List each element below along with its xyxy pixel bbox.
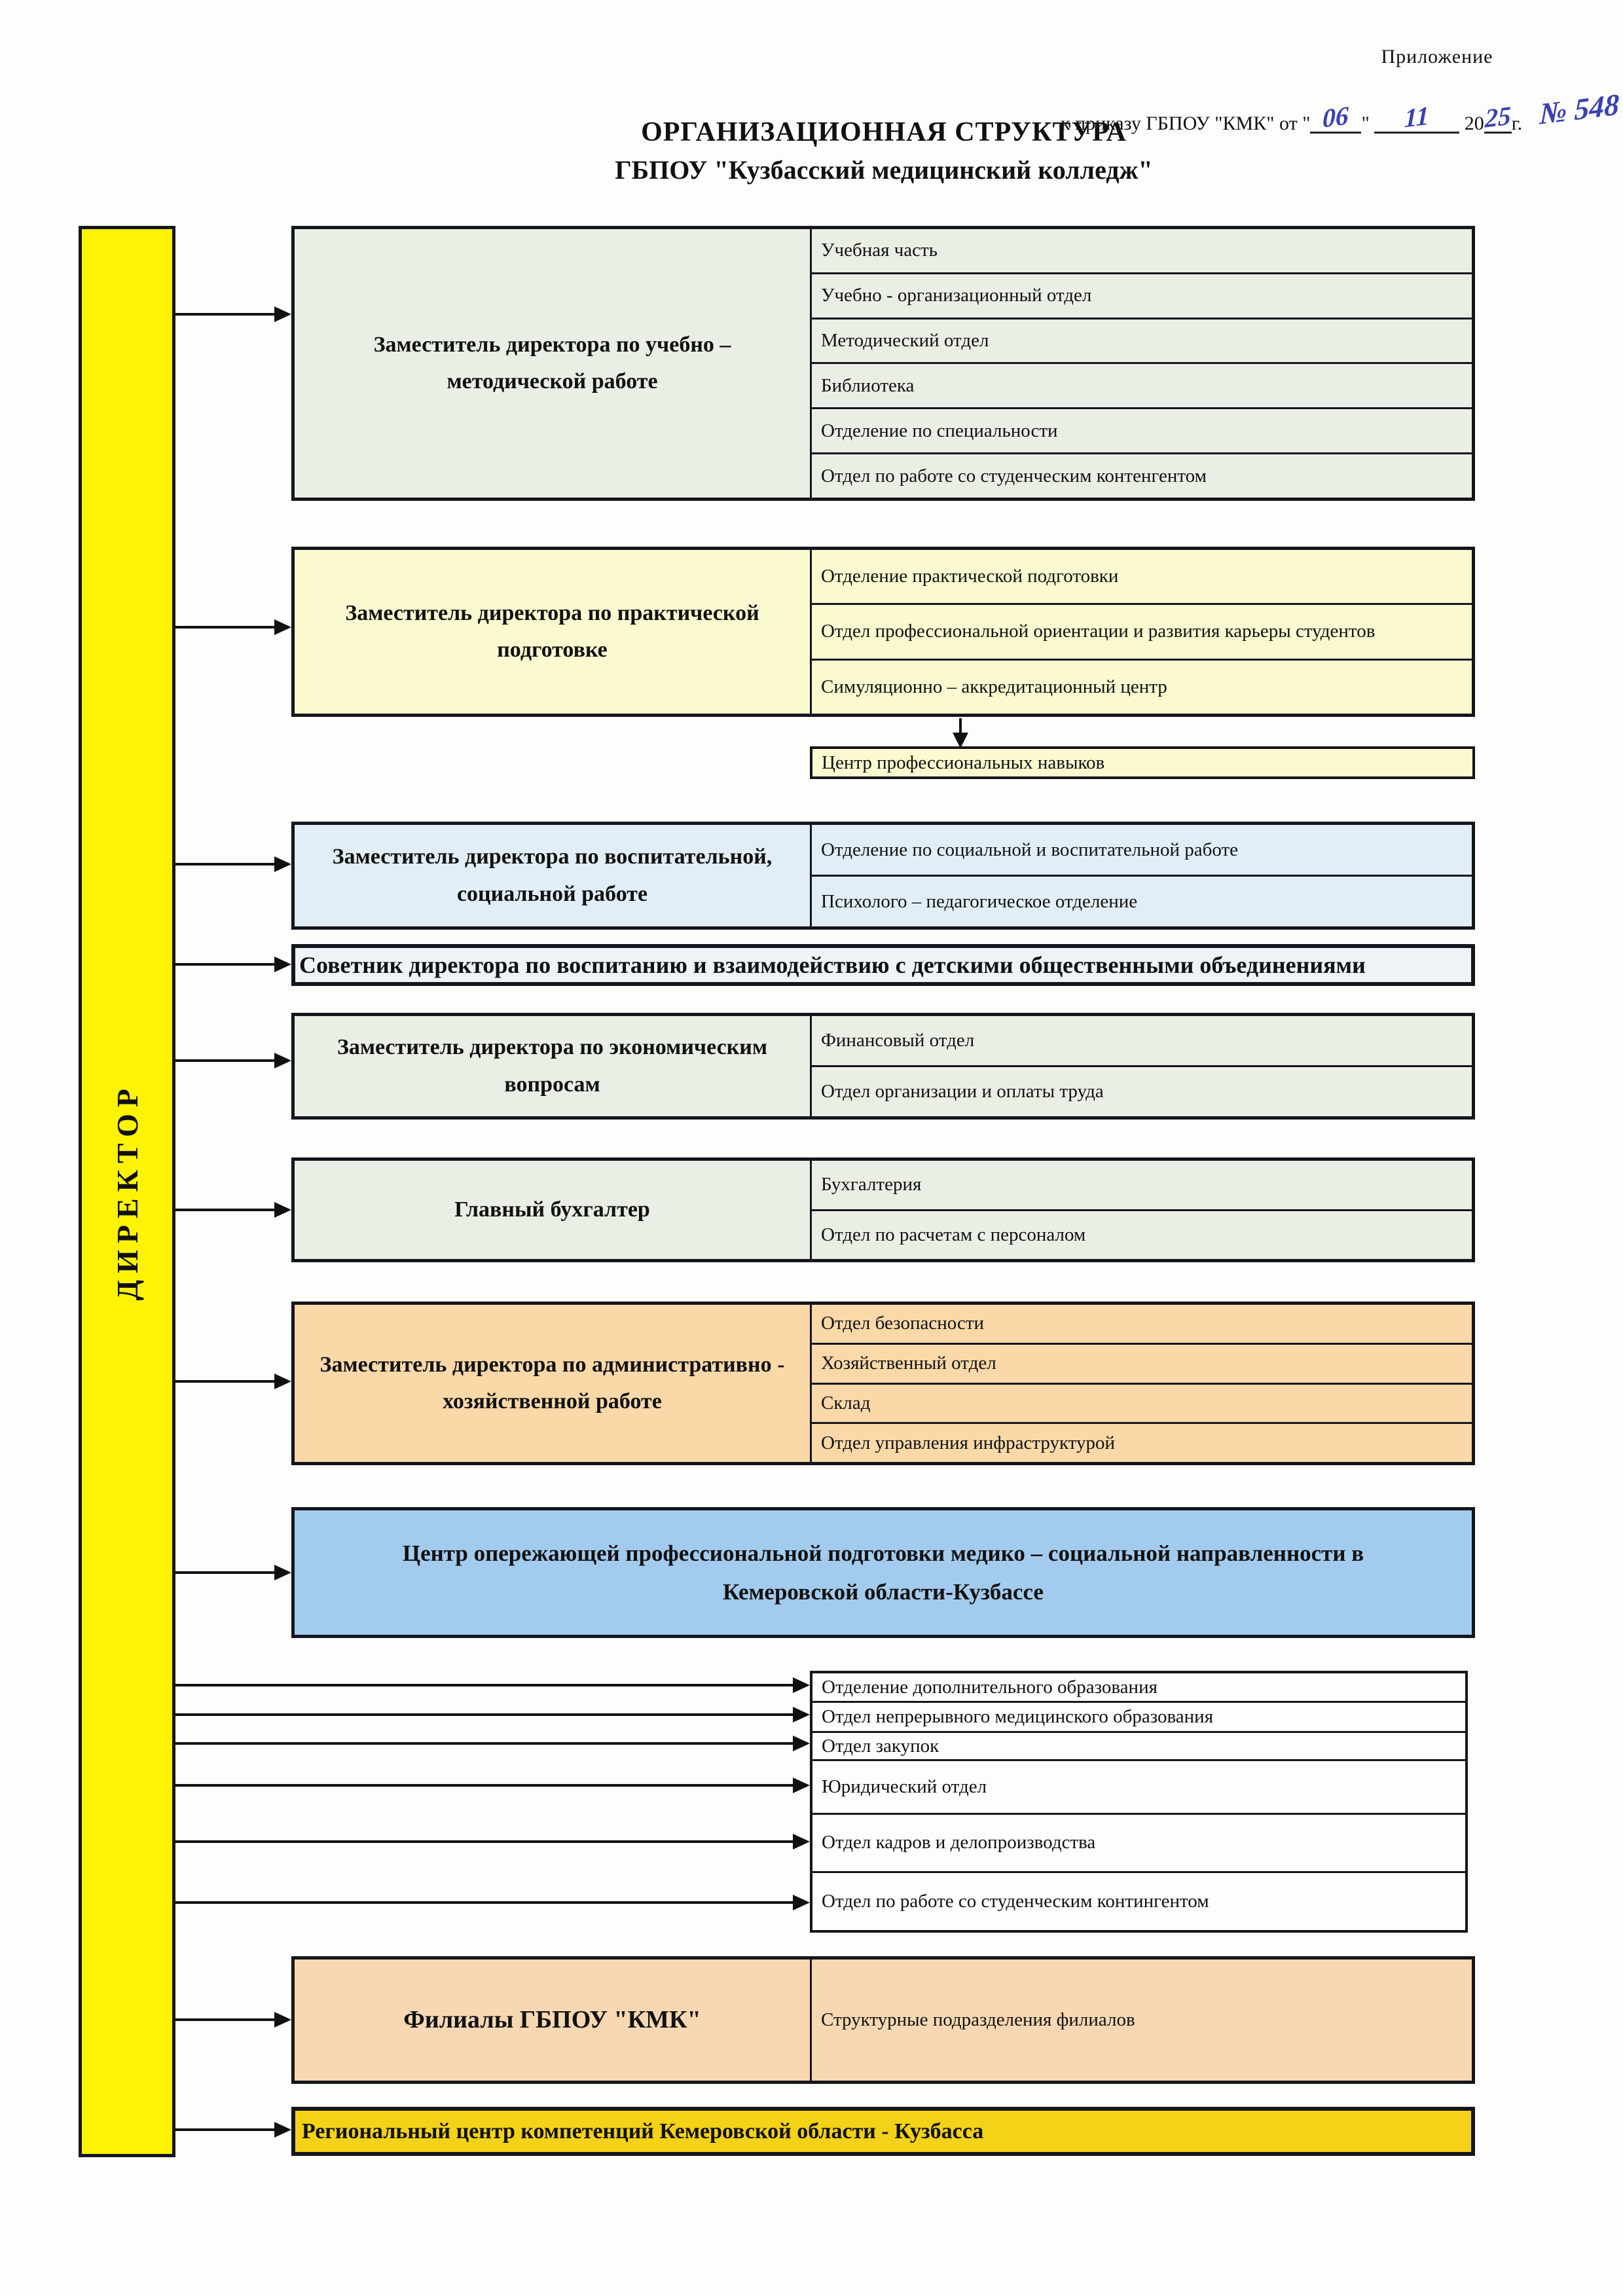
- org-unit: Отделение по специальности: [812, 409, 1472, 454]
- order-prefix: к приказу ГБПОУ "КМК" от ": [1061, 113, 1311, 134]
- branches-title: Филиалы ГБПОУ "КМК": [403, 2006, 701, 2034]
- org-unit: Структурные подразделения филиалов: [821, 2009, 1135, 2030]
- advisor-label: Советник директора по воспитанию и взаимодействию с детскими общественными объединениями: [299, 952, 1366, 978]
- org-unit: Отдел по работе со студенческим контенгентом: [821, 465, 1207, 486]
- page-title: [291, 117, 1476, 185]
- arrow-to-academic-methodical: [175, 313, 276, 316]
- opp-center-box: [291, 1507, 1475, 1638]
- section-economic-title: Заместитель директора по экономическим вопросам: [337, 1035, 768, 1097]
- arrow-to-opp-center: [175, 1571, 276, 1574]
- advisor-bar: [291, 944, 1475, 986]
- org-unit: Бухгалтерия: [812, 1161, 1472, 1211]
- arrow-to-regional-center: [175, 2128, 276, 2131]
- org-unit: Отделение по социальной и воспитательной работе: [812, 825, 1472, 877]
- arrow-to-hr-records: [175, 1840, 794, 1843]
- section-economic-units: [810, 1016, 1472, 1116]
- handwritten-year: 25: [1484, 100, 1511, 134]
- section-educational-social-title: Заместитель директора по воспитательной, социальной работе: [332, 845, 773, 906]
- section-academic-methodical: [291, 226, 1475, 501]
- org-unit: Юридический отдел: [812, 1761, 1465, 1814]
- section-administrative: [291, 1302, 1475, 1465]
- order-year-suffix: г.: [1511, 113, 1523, 134]
- org-unit: Отделение практической подготовки: [812, 550, 1472, 605]
- org-unit: Психолого – педагогическое отделение: [821, 890, 1138, 912]
- org-unit: Отдел профессиональной ориентации и развития карьеры студентов: [812, 605, 1472, 660]
- handwritten-day: 06: [1322, 100, 1349, 134]
- org-unit: Отдел безопасности: [812, 1305, 1472, 1345]
- org-unit: Учебная часть: [812, 229, 1472, 274]
- order-year-blank: [1484, 100, 1512, 134]
- section-practical-training-title: Заместитель директора по практической подготовке: [345, 600, 759, 662]
- org-unit: Отдел по работе со студенческим контингентом: [822, 1891, 1209, 1912]
- section-chief-accountant-units: [810, 1161, 1472, 1259]
- arrow-to-educational-social: [175, 863, 276, 866]
- arrow-to-administrative: [175, 1380, 276, 1383]
- org-unit: Отделение дополнительного образования: [812, 1673, 1465, 1703]
- arrow-to-branches: [175, 2018, 276, 2021]
- arrow-to-continuing-medical-education: [175, 1713, 794, 1716]
- director-bar: [79, 226, 175, 2157]
- org-unit: Финансовый отдел: [812, 1016, 1472, 1067]
- org-unit: Методический отдел: [812, 319, 1472, 365]
- skills-center-label: Центр профессиональных навыков: [822, 752, 1105, 773]
- section-administrative-units: [810, 1305, 1472, 1462]
- section-branches: [291, 1956, 1475, 2084]
- order-quote-close: ": [1361, 113, 1370, 134]
- branches-units: [810, 1959, 1472, 2081]
- arrow-to-economic: [175, 1059, 276, 1062]
- order-year-prefix: 20: [1464, 113, 1484, 134]
- section-academic-methodical-title: Заместитель директора по учебно – методической работе: [373, 332, 731, 393]
- arrow-to-student-contingent: [175, 1901, 794, 1904]
- arrow-to-legal: [175, 1784, 794, 1787]
- section-chief-accountant: [291, 1157, 1475, 1262]
- section-educational-social-units: [810, 825, 1472, 926]
- section-administrative-title: Заместитель директора по административно - хозяйственной работе: [319, 1352, 785, 1413]
- arrow-to-skills-center: [959, 718, 962, 734]
- appendix-label: Приложение: [1381, 46, 1493, 67]
- org-unit: Отдел непрерывного медицинского образования: [812, 1703, 1465, 1732]
- director-label: ДИРЕКТОР: [110, 1082, 144, 1301]
- arrow-to-practical-training: [175, 626, 276, 629]
- org-unit: Симуляционно – аккредитационный центр: [821, 676, 1167, 697]
- handwritten-order-number: № 548: [1539, 87, 1620, 131]
- opp-center-label: Центр опережающей профессиональной подготовки медико – социальной направленности в Кемеровской области-Кузбассе: [402, 1540, 1364, 1605]
- arrow-to-additional-education: [175, 1684, 794, 1686]
- arrow-to-advisor: [175, 963, 276, 966]
- org-unit: Отдел по расчетам с персоналом: [821, 1224, 1086, 1245]
- arrow-to-procurement: [175, 1742, 794, 1745]
- org-unit: Отдел кадров и делопроизводства: [812, 1815, 1465, 1874]
- section-chief-accountant-title: Главный бухгалтер: [454, 1197, 650, 1222]
- section-educational-social: [291, 822, 1475, 930]
- org-unit: Библиотека: [812, 364, 1472, 409]
- skills-center-box: [810, 746, 1475, 779]
- org-unit: Хозяйственный отдел: [812, 1345, 1472, 1385]
- standalone-units-box: [810, 1671, 1468, 1933]
- arrow-to-chief-accountant: [175, 1209, 276, 1211]
- section-economic: [291, 1013, 1475, 1120]
- regional-center-label: Региональный центр компетенций Кемеровской области - Кузбасса: [302, 2119, 984, 2143]
- page-title-line2: ГБПОУ "Кузбасский медицинский колледж": [615, 155, 1153, 185]
- page-title-line1: ОРГАНИЗАЦИОННАЯ СТРУКТУРА: [641, 117, 1127, 147]
- section-practical-training: [291, 547, 1475, 717]
- org-unit: Склад: [812, 1385, 1472, 1425]
- regional-center-bar: [291, 2107, 1475, 2156]
- org-unit: Учебно - организационный отдел: [812, 274, 1472, 319]
- org-unit: Отдел управления инфраструктурой: [821, 1432, 1115, 1453]
- section-practical-training-units: [810, 550, 1472, 714]
- org-unit: Отдел закупок: [812, 1733, 1465, 1762]
- handwritten-month: 11: [1404, 100, 1430, 134]
- org-unit: Отдел организации и оплаты труда: [821, 1081, 1104, 1102]
- section-academic-methodical-units: [810, 229, 1472, 498]
